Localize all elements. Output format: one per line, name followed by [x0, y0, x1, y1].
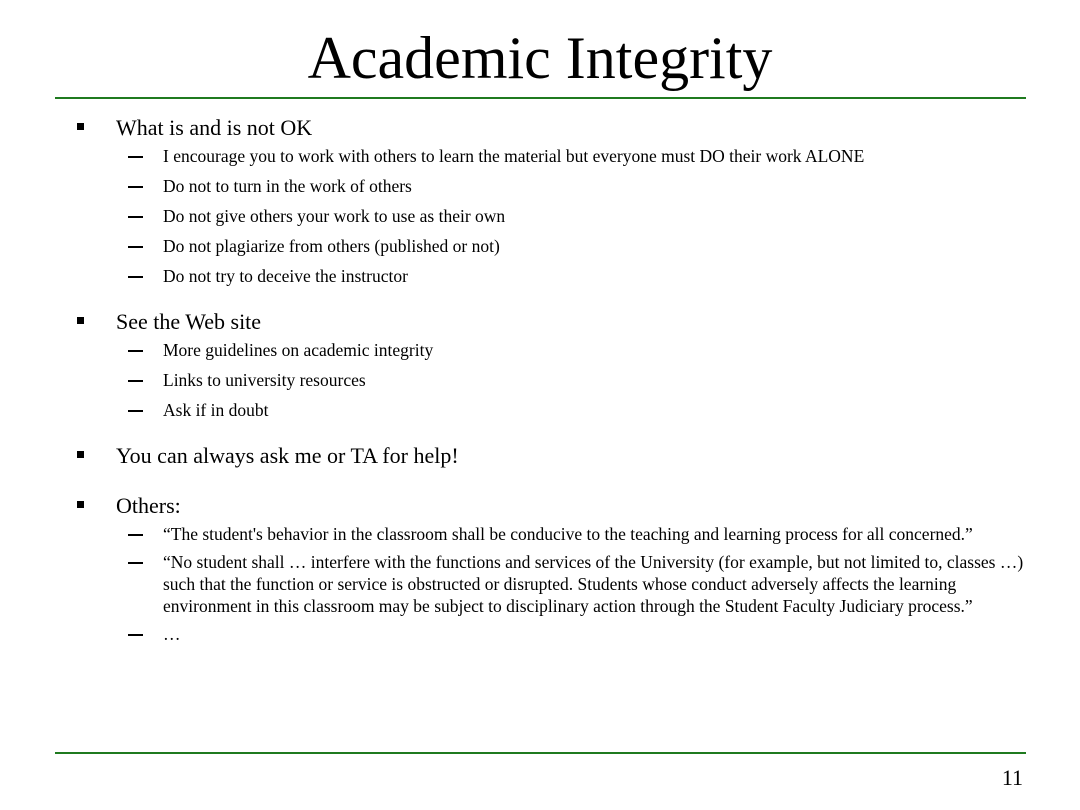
sub-bullet-text: I encourage you to work with others to learn the material but everyone must DO their work ALONE [163, 146, 865, 166]
sub-bullet-item [0, 623, 1080, 645]
square-bullet-icon [77, 451, 84, 458]
bullet-text: What is and is not OK [116, 115, 313, 140]
bullet-item [0, 441, 1080, 471]
sub-bullet-item [0, 399, 1080, 421]
bullet-text: Others: [116, 493, 181, 518]
sub-bullet-list [0, 339, 1080, 421]
page-number: 11 [1001, 765, 1023, 790]
dash-bullet-icon [128, 216, 143, 218]
sub-bullet-item [0, 551, 1080, 617]
square-bullet-icon [77, 501, 84, 508]
slide-title: Academic Integrity [307, 25, 773, 91]
sub-bullet-text: Do not give others your work to use as their own [163, 206, 506, 226]
sub-bullet-text: More guidelines on academic integrity [163, 340, 434, 360]
sub-bullet-text: … [163, 624, 181, 644]
sub-bullet-text: Ask if in doubt [163, 400, 269, 420]
sub-bullet-item [0, 235, 1080, 257]
slide-content [0, 113, 1080, 665]
bullet-text: You can always ask me or TA for help! [116, 443, 459, 468]
sub-bullet-text: Do not plagiarize from others (published or not) [163, 236, 500, 256]
sub-bullet-item [0, 523, 1080, 545]
sub-bullet-item [0, 339, 1080, 361]
dash-bullet-icon [128, 380, 143, 382]
square-bullet-icon [77, 123, 84, 130]
section-web-site [0, 307, 1080, 421]
dash-bullet-icon [128, 246, 143, 248]
bullet-item [0, 307, 1080, 337]
bullet-item [0, 113, 1080, 143]
bullet-text: See the Web site [116, 309, 262, 334]
sub-bullet-list [0, 523, 1080, 645]
sub-bullet-item [0, 145, 1080, 167]
title-divider [55, 97, 1026, 99]
dash-bullet-icon [128, 186, 143, 188]
section-what-is-ok [0, 113, 1080, 287]
sub-bullet-item [0, 205, 1080, 227]
sub-bullet-text: Links to university resources [163, 370, 366, 390]
dash-bullet-icon [128, 634, 143, 636]
dash-bullet-icon [128, 534, 143, 536]
sub-bullet-item [0, 265, 1080, 287]
dash-bullet-icon [128, 156, 143, 158]
sub-bullet-text: Do not try to deceive the instructor [163, 266, 408, 286]
dash-bullet-icon [128, 562, 143, 564]
section-ask-for-help [0, 441, 1080, 471]
sub-bullet-text: “No student shall … interfere with the functions and services of the University (for example, but not limited to, classes …) such that the function or service is obstructed or disrupted. Students whose conduct adversely affects the learning environment in this classroom may be subject to disciplinary action through the Student Faculty Judiciary process.” [163, 552, 1024, 616]
dash-bullet-icon [128, 410, 143, 412]
dash-bullet-icon [128, 276, 143, 278]
sub-bullet-item [0, 175, 1080, 197]
square-bullet-icon [77, 317, 84, 324]
sub-bullet-text: Do not to turn in the work of others [163, 176, 412, 196]
footer-divider [55, 752, 1026, 754]
sub-bullet-item [0, 369, 1080, 391]
section-others [0, 491, 1080, 645]
bullet-item [0, 491, 1080, 521]
sub-bullet-list [0, 145, 1080, 287]
sub-bullet-text: “The student's behavior in the classroom shall be conducive to the teaching and learning process for all concerned.” [163, 524, 973, 544]
dash-bullet-icon [128, 350, 143, 352]
